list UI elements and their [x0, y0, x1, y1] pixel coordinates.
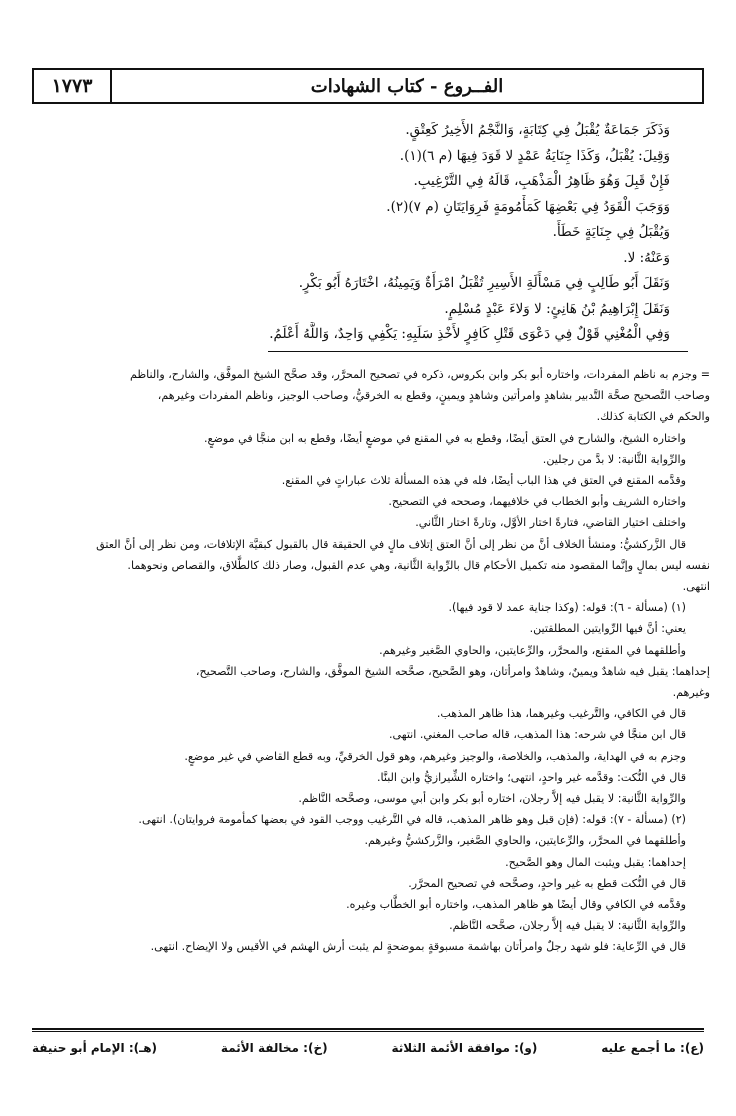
legend-consensus: (ع): ما أجمع عليه	[601, 1041, 704, 1055]
footnotes	[32, 364, 710, 958]
note-line: والحكم في الكتابة كذلك.	[596, 410, 710, 424]
footer-rule-inner	[32, 1031, 704, 1032]
note-line: والرِّواية الثَّانية: لا يقبل فيه إلاَّ رجلان، صحَّحه النَّاظم.	[449, 919, 686, 933]
note-line: قال ابن منجَّا في شرحه: هذا المذهب، قاله صاحب المغني. انتهى.	[388, 728, 686, 742]
main-text	[40, 118, 690, 348]
main-line: وَفِي الْمُغْنِي قَوْلٌ فِي دَعْوَى قَتْلِ كَافِرٍ لأَخْذِ سَلَبِهِ: يَكْفِي وَاحِدٌ، وَاللَّهُ أَعْلَمُ.	[269, 326, 670, 342]
note-line: والرِّواية الثَّانية: لا يقبل فيه إلاَّ رجلان، اختاره أبو بكر وابن أبي موسى، وصحَّحه النَّاظم.	[298, 792, 686, 806]
note-line: (٢) (مسألة - ٧): قوله: (فإن قبل وهو ظاهر المذهب، قاله في التَّرغيب ووجب القود في بعضها كمأمومة فروايتان). انتهى.	[138, 813, 686, 827]
note-line: قال في الرِّعاية: فلو شهد رجلٌ وامرأتان بهاشمة مسبوقةٍ بموضحةٍ لم يثبت أرش الهشم في الأقيس ولا الإيضاح. انتهى.	[150, 940, 686, 954]
note-line: انتهى.	[682, 580, 710, 594]
footer-legend	[32, 1036, 704, 1060]
main-line: وَذَكَرَ جَمَاعَةٌ يُقْبَلُ فِي كِتَابَةٍ، وَالنَّجْمُ الأَخِيرُ كَعِتْقٍ.	[405, 122, 670, 138]
note-line: وصاحب التَّصحيح صحَّة التَّدبير بشاهدٍ وامرأتين وشاهدٍ ويمينٍ، وقطع به الخرقيُّ، وصاحب الوجيز، وناظم المفردات وغيرهم،	[157, 389, 710, 403]
page-number: ١٧٧٣	[34, 70, 112, 102]
note-line: قال الزَّركشيُّ: ومنشأ الخلاف أنَّ من نظر إلى أنَّ العتق إتلاف مالٍ في الحقيقة قال بالقبول كبقيَّة الإتلافات، ومن نظر إلى أنَّ العتق	[96, 537, 686, 551]
note-line: وجزم به في الهداية، والمذهب، والخلاصة، والوجيز وغيرهم، وهو قول الخرقيِّ، وبه قطع القاضي في غير موضعٍ.	[184, 749, 686, 763]
main-line: فَإِنْ قَبِلَ وَهُوَ ظَاهِرُ الْمَذْهَبِ، قَالَهُ فِي التَّرْغِيبِ.	[413, 173, 670, 189]
note-line: واختاره الشيخ، والشارح في العتق أيضًا، وقطع به في المقنع في موضعٍ أيضًا، وقطع به ابن منجَّا في موضعٍ.	[204, 431, 686, 445]
note-line: إحداهما: يقبل فيه شاهدٌ ويمينٌ، وشاهدٌ وامرأتان، وهو الصَّحيح، صحَّحه الشيخ الموفَّق، والشارح، وصاحب التَّصحيح،	[195, 664, 710, 678]
note-line: وقدَّمه المقنع في العتق في هذا الباب أيضًا، فله في هذه المسألة ثلاث عباراتٍ في المقنع.	[281, 474, 686, 488]
note-line: قال في النُّكت: وقدَّمه غير واحدٍ، انتهى؛ واختاره الشِّيرازيُّ وابن البنَّا.	[376, 770, 686, 784]
main-line: وَقِيلَ: يُقْبَلُ، وَكَذَا جِنَايَةُ عَمْدٍ لا قَوَدَ فِيهَا (م ٦)(١).	[399, 147, 670, 164]
page-header	[32, 68, 704, 104]
main-line: وَعَنْهُ: لا.	[623, 249, 670, 266]
note-line: وقدَّمه في الكافي وقال أيضًا هو ظاهر المذهب، واختاره أبو الخطَّاب وغيره.	[346, 898, 686, 912]
note-line: وغيرهم.	[672, 686, 710, 700]
note-line: يعني: أنَّ فيها الرِّوايتين المطلقتين.	[529, 622, 686, 636]
note-line: قال في النُّكت قطع به غير واحدٍ، وصحَّحه في تصحيح المحرَّر.	[408, 876, 686, 890]
note-line: قال في الكافي، والتَّرغيب وغيرهما، هذا ظاهر المذهب.	[436, 707, 686, 721]
main-line: وَنَقَلَ إِبْرَاهِيمُ بْنُ هَانِئٍ: لا وَلاءَ عَبْدٍ مُسْلِمٍ.	[444, 300, 670, 317]
main-line: وَوَجَبَ الْقَوَدُ فِي بَعْضِهَا كَمَأْمُومَةٍ فَرِوَايَتَانِ (م ٧)(٢).	[386, 198, 670, 215]
legend-agreement: (و): موافقة الأئمة الثلاثة	[391, 1041, 538, 1055]
footer-rule	[32, 1028, 704, 1030]
note-line: وأطلقهما في المحرَّر، والرِّعايتين، والحاوي الصَّغير، والزَّركشيُّ وغيرهم.	[364, 834, 686, 848]
main-line: وَيُقْبَلُ فِي جِنَايَةٍ خَطَأً.	[552, 224, 670, 240]
legend-abu-hanifa: (هـ): الإمام أبو حنيفة	[32, 1041, 158, 1055]
main-line: وَنَقَلَ أَبُو طَالِبٍ فِي مَسْأَلَةِ الأَسِيرِ تُقْبَلُ امْرَأَةٌ وَيَمِينُهُ، اخْتَارَهُ أَبُو بَكْرٍ.	[298, 275, 670, 291]
footnote-separator	[268, 351, 688, 352]
note-line: نفسه ليس بمالٍ وإنَّما المقصود منه تكميل الأحكام قال بالرِّواية الثَّانية، وهي عدم القبول، وصار ذلك كالطَّلاق، والقصاص ونحوهما.	[127, 558, 710, 572]
note-line: (١) (مسألة - ٦): قوله: (وكذا جناية عمد لا قود فيها).	[448, 601, 686, 615]
note-line: وأطلقهما في المقنع، والمحرَّر، والرِّعايتين، والحاوي الصَّغير وغيرهم.	[379, 643, 686, 657]
header-title: الفــروع - كتاب الشهادات	[310, 75, 504, 97]
note-line: إحداهما: يقبل ويثبت المال وهو الصَّحيح.	[505, 855, 686, 869]
legend-disagreement: (خ): مخالفة الأئمة	[220, 1041, 328, 1055]
note-line: = وجزم به ناظم المفردات، واختاره أبو بكر وابن بكروس، ذكره في تصحيح المحرَّر، وقد صحَّح الشيخ الموفَّق، والشارح، والناظم	[129, 368, 710, 381]
note-line: واختاره الشريف وأبو الخطاب في خلافيهما، وصححه في التصحيح.	[388, 495, 686, 509]
note-line: واختلف اختيار القاضي، فتارةً اختار الأوَّل، وتارةً اختار الثَّاني.	[415, 516, 686, 530]
note-line: والرِّواية الثَّانية: لا بدَّ من رجلين.	[542, 452, 686, 466]
